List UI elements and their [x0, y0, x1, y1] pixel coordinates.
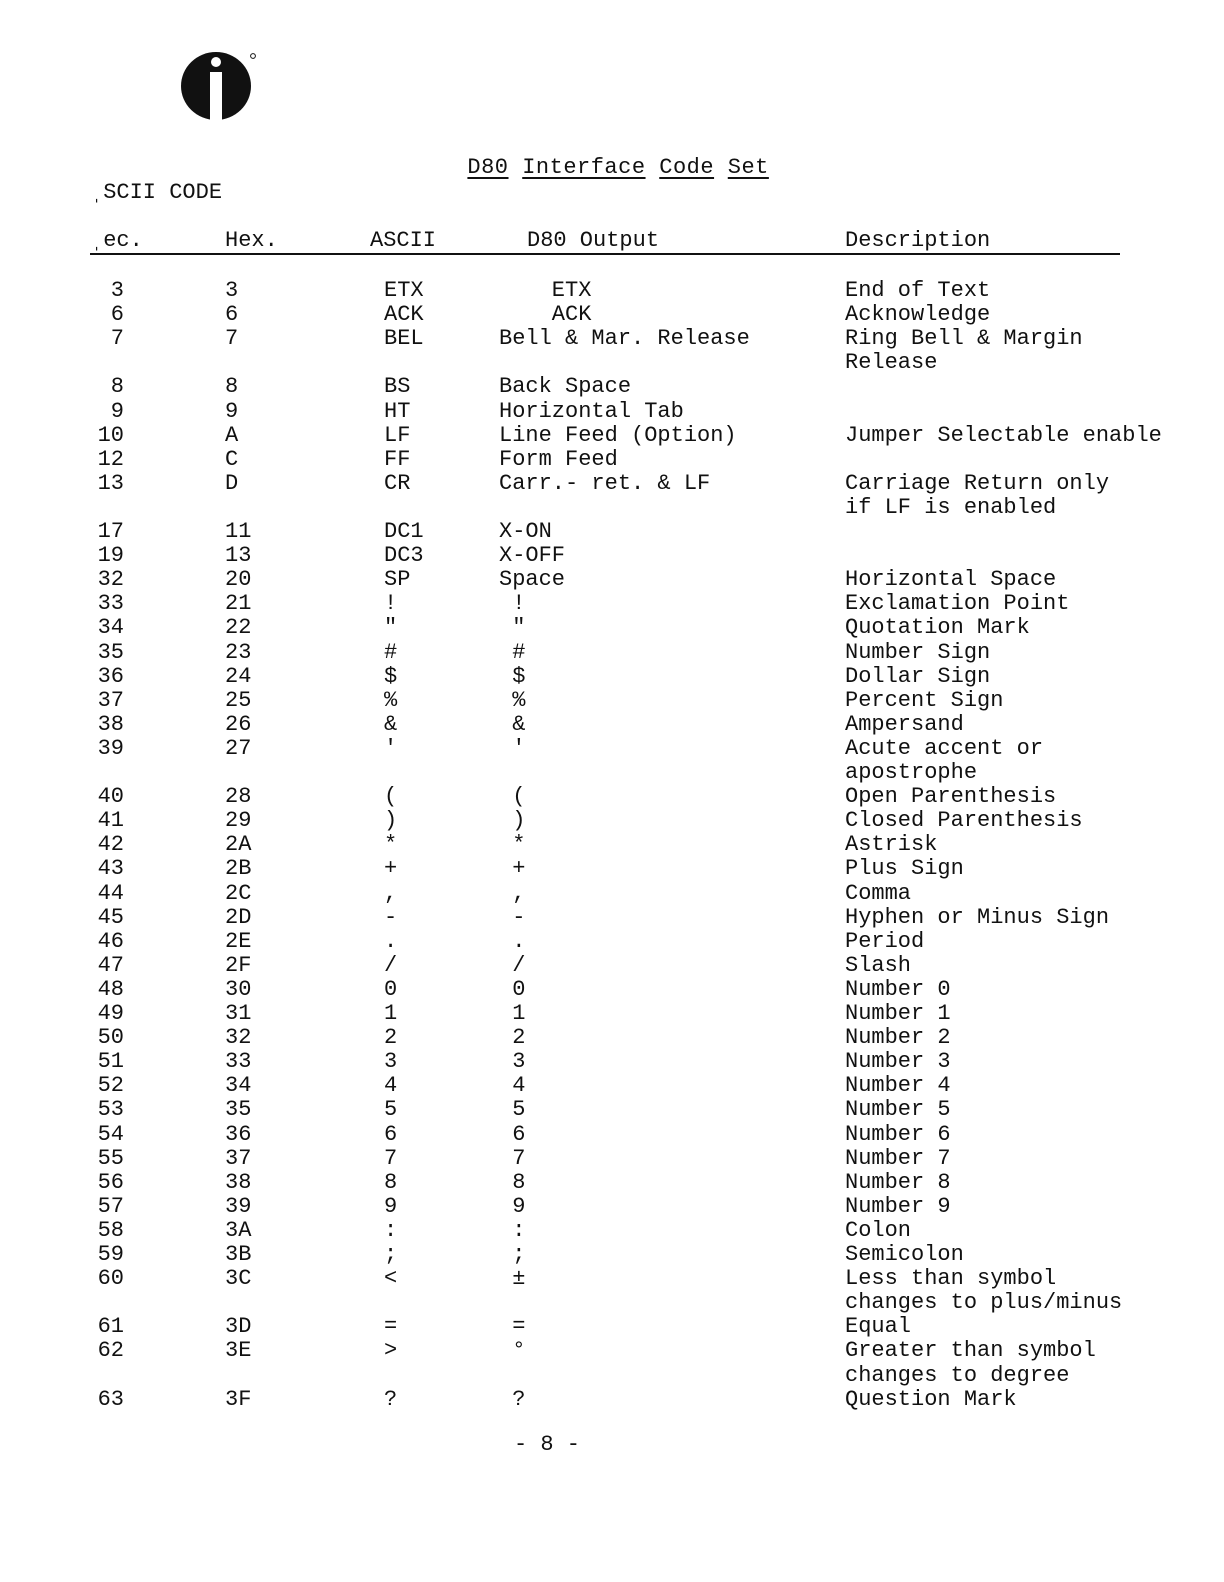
description-cell: Exclamation Point	[845, 591, 1070, 617]
hex-cell: 24	[225, 663, 252, 689]
ascii-cell: CR	[384, 470, 411, 496]
description-cell: changes to plus/minus	[845, 1290, 1123, 1316]
hex-cell: 27	[225, 735, 252, 761]
ascii-cell: 8	[384, 1169, 398, 1195]
dec-cell: 32	[97, 567, 124, 593]
description-cell: apostrophe	[845, 760, 978, 785]
hex-cell: D	[225, 470, 239, 496]
description-cell: changes to degree	[845, 1362, 1070, 1388]
dec-cell: 56	[97, 1169, 124, 1195]
hex-cell: 2F	[225, 952, 252, 978]
dec-cell: 44	[97, 880, 124, 906]
description-cell: Ring Bell & Margin	[845, 326, 1083, 352]
title-word: Code	[659, 155, 715, 180]
ascii-cell: 3	[384, 1049, 398, 1075]
dec-cell: 46	[97, 928, 124, 954]
hex-cell: 9	[225, 398, 239, 424]
ascii-cell: 5	[384, 1097, 398, 1123]
dec-cell: 55	[97, 1145, 124, 1171]
dec-cell: 51	[97, 1049, 124, 1075]
hex-cell: 13	[225, 543, 252, 569]
output-cell: 1	[499, 1001, 526, 1026]
hex-cell: 28	[225, 784, 252, 810]
description-cell: Hyphen or Minus Sign	[845, 904, 1110, 930]
output-cell: 4	[499, 1073, 526, 1099]
output-cell: "	[499, 615, 526, 641]
hex-cell: 25	[225, 687, 252, 713]
ascii-cell: -	[384, 904, 398, 930]
output-cell: ACK	[499, 302, 592, 328]
hex-cell: 29	[225, 808, 252, 834]
hex-cell: 7	[225, 326, 239, 352]
output-cell: %	[499, 687, 526, 713]
output-cell: 0	[499, 976, 526, 1002]
ascii-cell: >	[384, 1338, 398, 1364]
ascii-cell: #	[384, 639, 398, 665]
hex-cell: 6	[225, 302, 239, 328]
hex-cell: A	[225, 422, 239, 448]
dec-cell: 63	[97, 1386, 124, 1412]
ascii-cell: 2	[384, 1025, 398, 1051]
ascii-cell: =	[384, 1314, 398, 1340]
description-cell: Closed Parenthesis	[845, 808, 1083, 834]
description-cell: Number 2	[845, 1025, 951, 1051]
col-header-output: D80 Output	[527, 228, 660, 253]
hex-cell: 33	[225, 1049, 252, 1075]
hex-cell: 8	[225, 374, 239, 400]
hex-cell: C	[225, 446, 239, 472]
dec-cell: 54	[97, 1121, 124, 1147]
dec-cell: 60	[97, 1266, 124, 1292]
output-cell: -	[499, 904, 526, 930]
output-cell: X-ON	[499, 519, 552, 544]
description-cell: Open Parenthesis	[845, 784, 1057, 810]
output-cell: Line Feed (Option)	[499, 422, 737, 448]
hex-cell: 30	[225, 976, 252, 1002]
output-cell: Form Feed	[499, 446, 618, 472]
output-cell: '	[499, 735, 526, 761]
dec-cell: 41	[97, 808, 124, 834]
output-cell: )	[499, 808, 526, 834]
output-cell: (	[499, 784, 526, 810]
description-cell: Colon	[845, 1217, 912, 1243]
ascii-cell: :	[384, 1217, 398, 1243]
ascii-cell: 1	[384, 1001, 398, 1026]
output-cell: Bell & Mar. Release	[499, 326, 750, 352]
description-cell: Astrisk	[845, 832, 938, 858]
dec-cell: 6	[110, 302, 124, 328]
hex-cell: 32	[225, 1025, 252, 1051]
ascii-cell: &	[384, 711, 398, 737]
dec-cell: 52	[97, 1073, 124, 1099]
description-cell: Release	[845, 350, 938, 376]
ascii-cell: ,	[384, 880, 398, 906]
ascii-cell: 6	[384, 1121, 398, 1147]
dec-cell: 43	[97, 856, 124, 882]
output-cell: Space	[499, 567, 566, 593]
ascii-cell: ACK	[384, 302, 424, 328]
output-cell: &	[499, 711, 526, 737]
hex-cell: 3A	[225, 1217, 252, 1243]
output-cell: *	[499, 832, 526, 858]
hex-cell: 20	[225, 567, 252, 593]
dec-cell: 50	[97, 1025, 124, 1051]
description-cell: if LF is enabled	[845, 494, 1057, 520]
dec-cell: 36	[97, 663, 124, 689]
output-cell: Horizontal Tab	[499, 398, 684, 424]
output-cell: X-OFF	[499, 543, 566, 569]
dec-cell: 37	[97, 687, 124, 713]
dec-cell: 9	[110, 398, 124, 424]
description-cell: Comma	[845, 880, 912, 906]
description-cell: Plus Sign	[845, 856, 964, 882]
dec-cell: 10	[97, 422, 124, 448]
output-cell: 9	[499, 1193, 526, 1219]
col-header-dec: ˌec.	[90, 228, 143, 253]
ascii-cell: $	[384, 663, 398, 689]
hex-cell: 26	[225, 711, 252, 737]
output-cell: .	[499, 928, 526, 954]
description-cell: Number 5	[845, 1097, 951, 1123]
hex-cell: 3C	[225, 1266, 252, 1292]
hex-cell: 35	[225, 1097, 252, 1123]
description-cell: End of Text	[845, 278, 991, 303]
dec-cell: 47	[97, 952, 124, 978]
ascii-cell: *	[384, 832, 398, 858]
ascii-cell: ;	[384, 1242, 398, 1267]
output-cell: 3	[499, 1049, 526, 1075]
output-cell: $	[499, 663, 526, 689]
description-cell: Question Mark	[845, 1386, 1017, 1412]
output-cell: 7	[499, 1145, 526, 1171]
hex-cell: 38	[225, 1169, 252, 1195]
hex-cell: 11	[225, 519, 252, 544]
dec-cell: 61	[97, 1314, 124, 1340]
description-cell: Number 9	[845, 1193, 951, 1219]
description-cell: Number 4	[845, 1073, 951, 1099]
output-cell: #	[499, 639, 526, 665]
dec-cell: 62	[97, 1338, 124, 1364]
ascii-cell: DC3	[384, 543, 424, 569]
description-cell: Semicolon	[845, 1242, 964, 1267]
col-header-description: Description	[845, 228, 991, 253]
ascii-cell: (	[384, 784, 398, 810]
description-cell: Jumper Selectable enable	[845, 422, 1162, 448]
hex-cell: 34	[225, 1073, 252, 1099]
hex-cell: 2E	[225, 928, 252, 954]
output-cell: 2	[499, 1025, 526, 1051]
output-cell: Back Space	[499, 374, 632, 400]
dec-cell: 58	[97, 1217, 124, 1243]
dec-cell: 59	[97, 1242, 124, 1267]
output-cell: ?	[499, 1386, 526, 1412]
dec-cell: 17	[97, 519, 124, 544]
ascii-cell: !	[384, 591, 398, 617]
ascii-cell: SP	[384, 567, 411, 593]
output-cell: =	[499, 1314, 526, 1340]
ascii-cell: BEL	[384, 326, 424, 352]
output-cell: °	[499, 1338, 526, 1364]
description-cell: Less than symbol	[845, 1266, 1057, 1292]
dec-cell: 48	[97, 976, 124, 1002]
output-cell: :	[499, 1217, 526, 1243]
ascii-cell: )	[384, 808, 398, 834]
dec-cell: 3	[110, 278, 124, 303]
output-cell: +	[499, 856, 526, 882]
ascii-cell: HT	[384, 398, 411, 424]
hex-cell: 37	[225, 1145, 252, 1171]
dec-cell: 40	[97, 784, 124, 810]
description-cell: Slash	[845, 952, 912, 978]
description-cell: Number Sign	[845, 639, 991, 665]
ascii-cell: "	[384, 615, 398, 641]
hex-cell: 36	[225, 1121, 252, 1147]
title-word: Interface	[522, 155, 646, 180]
description-cell: Greater than symbol	[845, 1338, 1096, 1364]
col-header-hex: Hex.	[225, 228, 278, 253]
ascii-cell: '	[384, 735, 398, 761]
page-number: - 8 -	[514, 1432, 581, 1457]
dec-cell: 38	[97, 711, 124, 737]
ascii-cell: <	[384, 1266, 398, 1292]
hex-cell: 31	[225, 1001, 252, 1026]
ascii-cell: +	[384, 856, 398, 882]
description-cell: Quotation Mark	[845, 615, 1030, 641]
ascii-cell: BS	[384, 374, 411, 400]
ascii-cell: ETX	[384, 278, 424, 303]
description-cell: Equal	[845, 1314, 912, 1340]
hex-cell: 3D	[225, 1314, 252, 1340]
dec-cell: 12	[97, 446, 124, 472]
ascii-cell: .	[384, 928, 398, 954]
dec-cell: 42	[97, 832, 124, 858]
ascii-cell: 0	[384, 976, 398, 1002]
hex-cell: 2A	[225, 832, 252, 858]
description-cell: Number 0	[845, 976, 951, 1002]
dec-cell: 33	[97, 591, 124, 617]
description-cell: Number 1	[845, 1001, 951, 1026]
ascii-cell: ?	[384, 1386, 398, 1412]
hex-cell: 3B	[225, 1242, 252, 1267]
output-cell: 5	[499, 1097, 526, 1123]
title-word: D80	[467, 155, 509, 180]
hex-cell: 22	[225, 615, 252, 641]
output-cell: 6	[499, 1121, 526, 1147]
dec-cell: 57	[97, 1193, 124, 1219]
ascii-cell: 9	[384, 1193, 398, 1219]
description-cell: Period	[845, 928, 925, 954]
hex-cell: 23	[225, 639, 252, 665]
description-cell: Ampersand	[845, 711, 964, 737]
ascii-cell: 4	[384, 1073, 398, 1099]
ascii-cell: 7	[384, 1145, 398, 1171]
output-cell: ;	[499, 1242, 526, 1267]
description-cell: Number 7	[845, 1145, 951, 1171]
title-word: Set	[727, 155, 769, 180]
dec-cell: 39	[97, 735, 124, 761]
ascii-cell: /	[384, 952, 398, 978]
hex-cell: 39	[225, 1193, 252, 1219]
dec-cell: 7	[110, 326, 124, 352]
ascii-cell: FF	[384, 446, 411, 472]
output-cell: ,	[499, 880, 526, 906]
output-cell: ETX	[499, 278, 592, 303]
ascii-cell: LF	[384, 422, 411, 448]
section-heading: ˌSCII CODE	[90, 180, 223, 205]
dec-cell: 45	[97, 904, 124, 930]
hex-cell: 3F	[225, 1386, 252, 1412]
dec-cell: 13	[97, 470, 124, 496]
col-header-ascii: ASCII	[370, 228, 437, 253]
ascii-cell: %	[384, 687, 398, 713]
description-cell: Number 8	[845, 1169, 951, 1195]
description-cell: Acknowledge	[845, 302, 991, 328]
ascii-cell: DC1	[384, 519, 424, 544]
dec-cell: 34	[97, 615, 124, 641]
hex-cell: 21	[225, 591, 252, 617]
description-cell: Carriage Return only	[845, 470, 1110, 496]
hex-cell: 2D	[225, 904, 252, 930]
dec-cell: 53	[97, 1097, 124, 1123]
output-cell: 8	[499, 1169, 526, 1195]
dec-cell: 19	[97, 543, 124, 569]
dec-cell: 8	[110, 374, 124, 400]
description-cell: Number 6	[845, 1121, 951, 1147]
dec-cell: 49	[97, 1001, 124, 1026]
dec-cell: 35	[97, 639, 124, 665]
hex-cell: 2B	[225, 856, 252, 882]
output-cell: /	[499, 952, 526, 978]
description-cell: Percent Sign	[845, 687, 1004, 713]
description-cell: Acute accent or	[845, 735, 1044, 761]
hex-cell: 3	[225, 278, 239, 303]
description-cell: Horizontal Space	[845, 567, 1057, 593]
description-cell: Dollar Sign	[845, 663, 991, 689]
output-cell: Carr.- ret. & LF	[499, 470, 711, 496]
description-cell: Number 3	[845, 1049, 951, 1075]
hex-cell: 3E	[225, 1338, 252, 1364]
hex-cell: 2C	[225, 880, 252, 906]
output-cell: !	[499, 591, 526, 617]
output-cell: ±	[499, 1266, 526, 1292]
